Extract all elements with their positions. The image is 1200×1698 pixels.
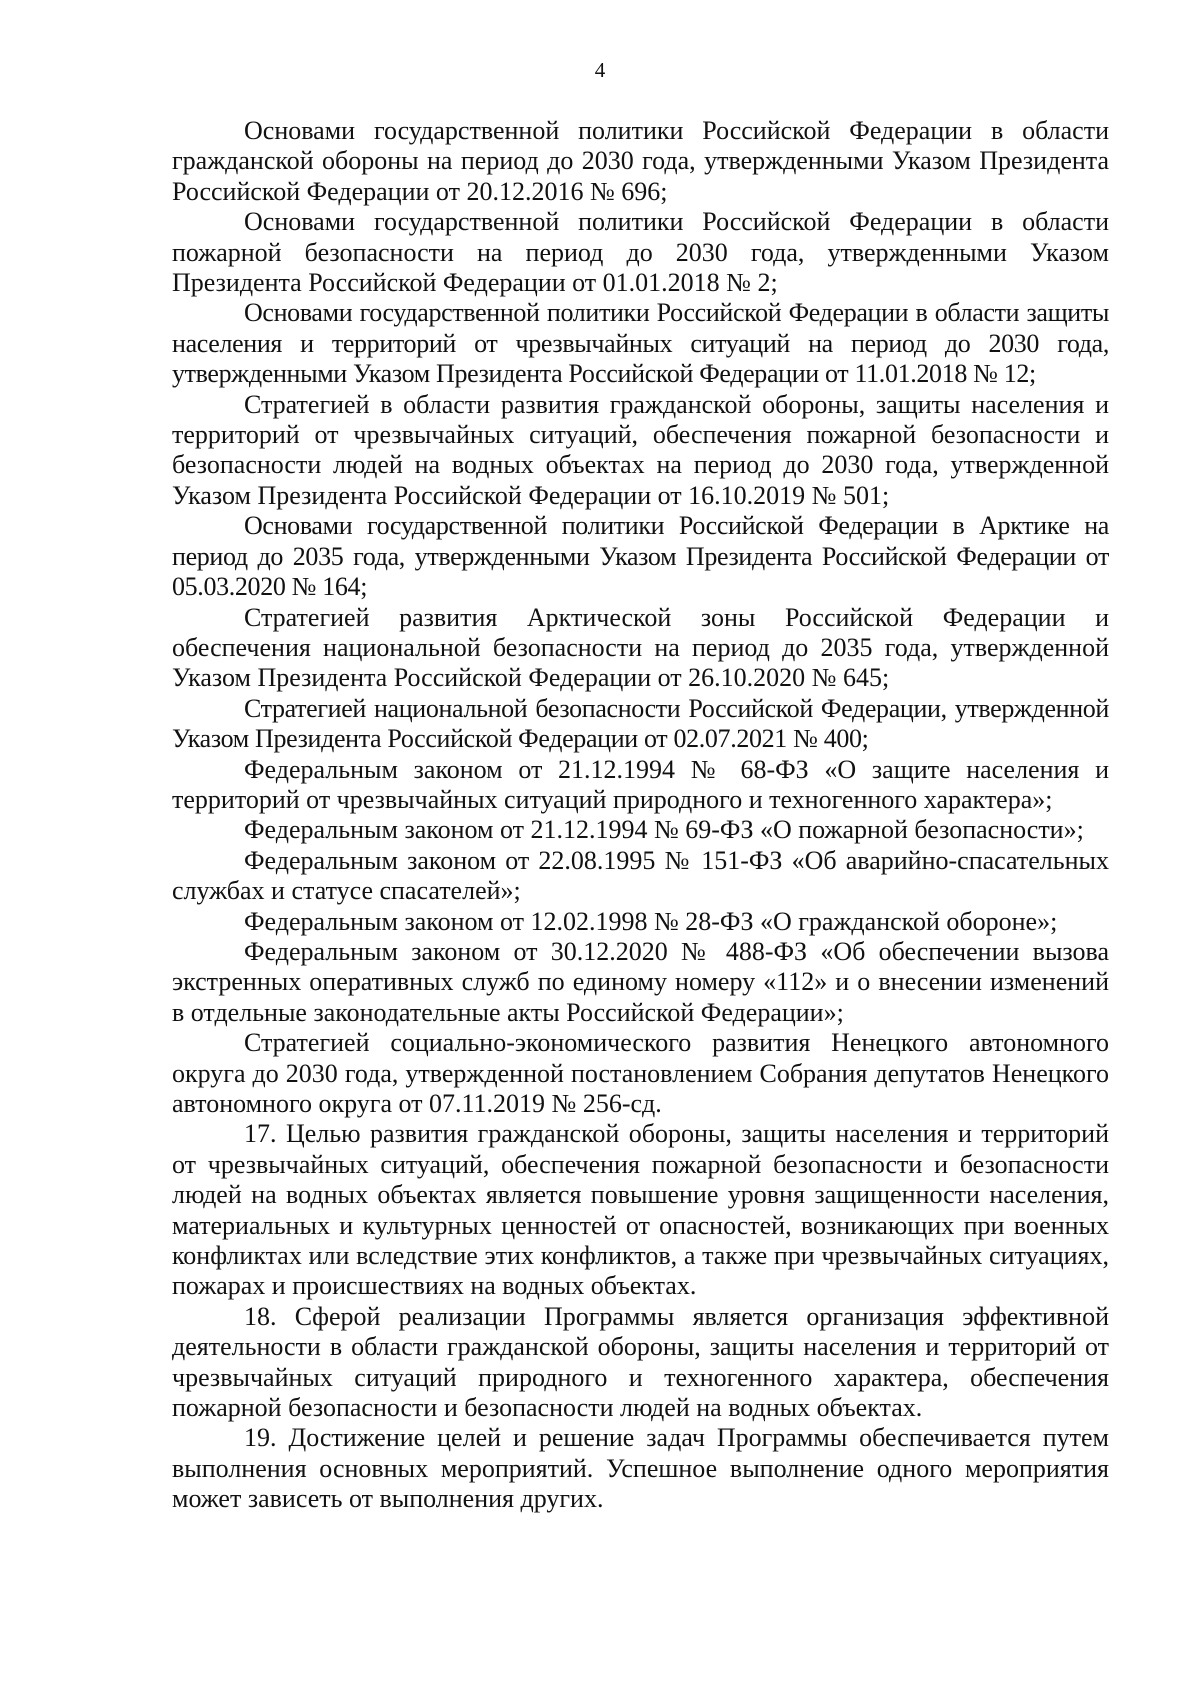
paragraph-item-18: 18. Сферой реализации Программы является организация эффективной деятельности в области гражданской обороны, защиты населения и территорий от чрезвычайных ситуаций природного и техногенного характера, обеспечения пожарной безопасности и безопасности людей на водных объектах. <box>172 1301 1109 1423</box>
paragraph-item-19: 19. Достижение целей и решение задач Программы обеспечивается путем выполнения основных мероприятий. Успешное выполнение одного мероприятия может зависеть от выполнения других. <box>172 1423 1109 1514</box>
paragraph-law-488-fz: Федеральным законом от 30.12.2020 № 488-ФЗ «Об обеспечении вызова экстренных оперативных служб по единому номеру «112» и о внесении изменений в отдельные законодательные акты Российской Федерации»; <box>172 936 1109 1027</box>
paragraph-law-68-fz: Федеральным законом от 21.12.1994 № 68-ФЗ «О защите населения и территорий от чрезвычайных ситуаций природного и техногенного характера»; <box>172 754 1109 814</box>
paragraph-civil-defense-strategy: Стратегией в области развития гражданской обороны, защиты населения и территорий от чрезвычайных ситуаций, обеспечения пожарной безопасности и безопасности людей на водных объектах на период до 2030 года, утвержденной Указом Президента Российской Федерации от 16.10.2019 № 501; <box>172 389 1109 510</box>
paragraph-arctic-zone-strategy: Стратегией развития Арктической зоны Российской Федерации и обеспечения национальной безопасности на период до 2035 года, утвержденной Указом Президента Российской Федерации от 26.10.2020 № 645; <box>172 602 1109 693</box>
paragraph-arctic-policy: Основами государственной политики Российской Федерации в Арктике на период до 2035 года, утвержденными Указом Президента Российской Федерации от 05.03.2020 № 164; <box>172 511 1109 602</box>
paragraph-law-151-fz: Федеральным законом от 22.08.1995 № 151-ФЗ «Об аварийно-спасательных службах и статусе спасателей»; <box>172 845 1109 906</box>
paragraph-national-security-strategy: Стратегией национальной безопасности Российской Федерации, утвержденной Указом Президента Российской Федерации от 02.07.2021 № 400; <box>172 693 1109 754</box>
paragraph-civil-defense-policy: Основами государственной политики Российской Федерации в области гражданской обороны на период до 2030 года, утвержденными Указом Президента Российской Федерации от 20.12.2016 № 696; <box>172 116 1109 206</box>
document-body <box>172 116 1109 1515</box>
page-number: 4 <box>594 58 606 82</box>
paragraph-law-28-fz: Федеральным законом от 12.02.1998 № 28-ФЗ «О гражданской обороне»; <box>244 906 1058 936</box>
paragraph-law-69-fz: Федеральным законом от 21.12.1994 № 69-ФЗ «О пожарной безопасности»; <box>244 815 1084 845</box>
paragraph-fire-safety-policy: Основами государственной политики Российской Федерации в области пожарной безопасности на период до 2030 года, утвержденными Указом Президента Российской Федерации от 01.01.2018 № 2; <box>172 207 1109 298</box>
paragraph-item-17: 17. Целью развития гражданской обороны, защиты населения и территорий от чрезвычайных ситуаций, обеспечения пожарной безопасности и безопасности людей на водных объектах является повышение уровня защищенности населения, материальных и культурных ценностей от опасностей, возникающих при военных конфликтах или вследствие этих конфликтов, а также при чрезвычайных ситуациях, пожарах и происшествиях на водных объектах. <box>172 1119 1109 1301</box>
paragraph-emergency-protection-policy: Основами государственной политики Российской Федерации в области защиты населения и территорий от чрезвычайных ситуаций на период до 2030 года, утвержденными Указом Президента Российской Федерации от 11.01.2018 № 12; <box>172 298 1109 389</box>
paragraph-nenets-strategy: Стратегией социально-экономического развития Ненецкого автономного округа до 2030 года, утвержденной постановлением Собрания депутатов Ненецкого автономного округа от 07.11.2019 № 256-сд. <box>172 1028 1109 1118</box>
